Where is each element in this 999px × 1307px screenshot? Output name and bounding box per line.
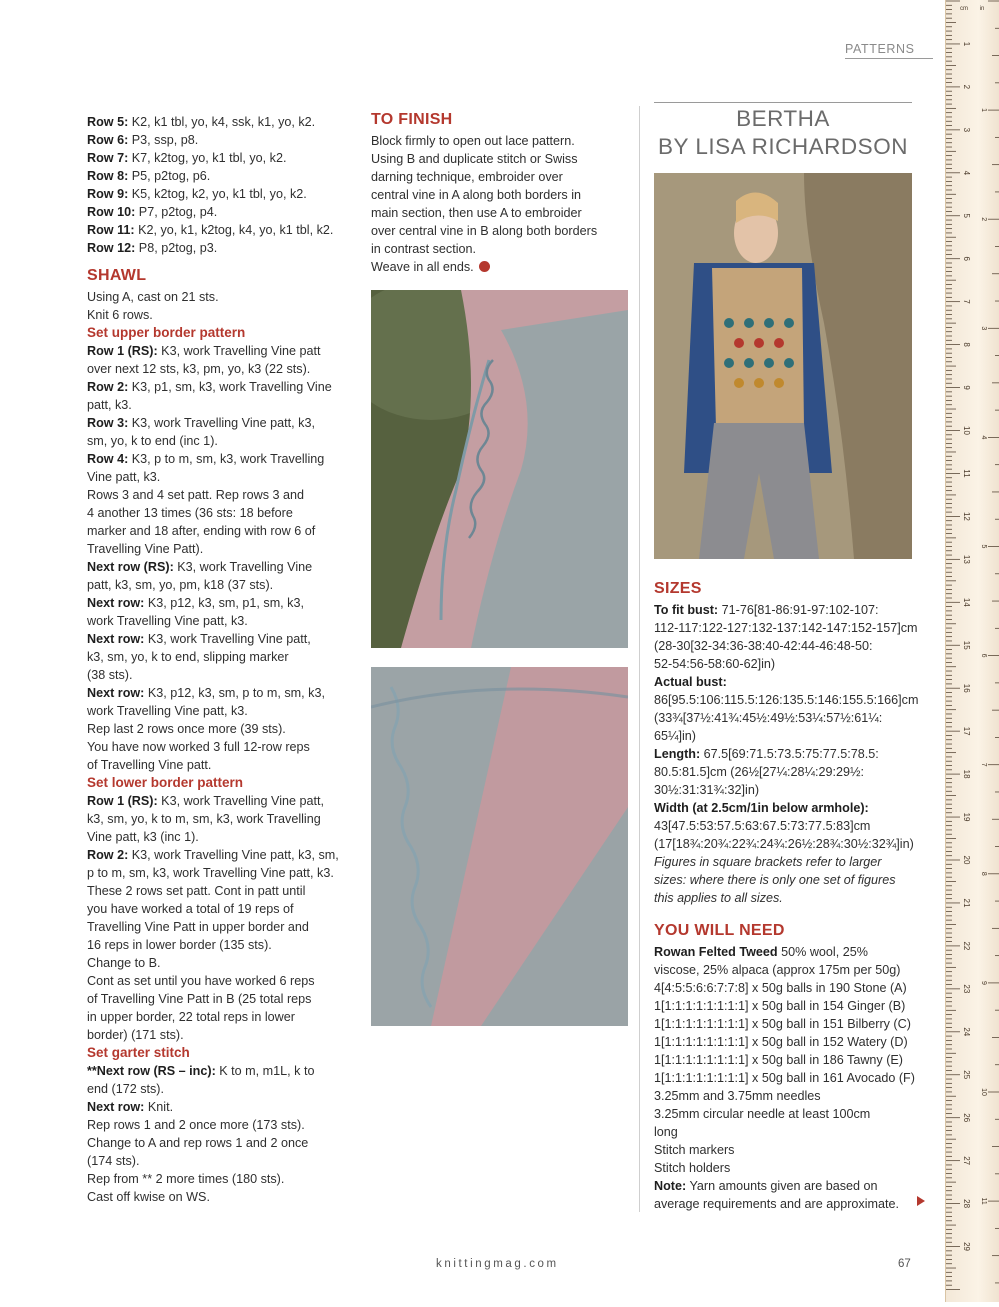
- size-spec: [654, 601, 916, 619]
- upper-border-row: [87, 702, 349, 720]
- size-spec-text: 52-54:56-58:60-62]in): [654, 657, 776, 671]
- upper-border-row-text: k3, sm, yo, k to end, slipping marker: [87, 650, 289, 664]
- lower-border-row: [87, 882, 349, 900]
- size-spec-text: 71-76[81-86:91-97:102-107:: [718, 603, 879, 617]
- upper-border-row: [87, 486, 349, 504]
- upper-border-row-text: K3, p to m, sm, k3, work Travelling: [128, 452, 325, 466]
- upper-border-row: [87, 594, 349, 612]
- size-spec: [654, 655, 916, 673]
- ruler-cm-number: 11: [962, 469, 971, 478]
- upper-border-row-text: over next 12 sts, k3, pm, yo, k3 (22 sts).: [87, 362, 311, 376]
- size-spec: [654, 637, 916, 655]
- size-spec-text: (28-30[32-34:36-38:40-42:44-46:48-50:: [654, 639, 873, 653]
- materials-text: long: [654, 1125, 678, 1139]
- chart-row: [87, 221, 349, 239]
- measuring-ruler: [945, 0, 999, 1302]
- materials-text: 1[1:1:1:1:1:1:1:1] x 50g ball in 152 Watery (D): [654, 1035, 908, 1049]
- lower-border-row-text: of Travelling Vine Patt in B (25 total reps: [87, 992, 312, 1006]
- chart-row-text: P3, ssp, p8.: [128, 133, 199, 147]
- garter-row-text: Change to A and rep rows 1 and 2 once: [87, 1136, 309, 1150]
- size-spec-label: Length:: [654, 747, 701, 761]
- upper-border-row-label: Next row (RS):: [87, 560, 174, 574]
- garter-row: [87, 1134, 349, 1152]
- lower-border-row: [87, 954, 349, 972]
- sizes-note-line: Figures in square brackets refer to larger: [654, 855, 882, 869]
- upper-border-row-text: K3, p1, sm, k3, work Travelling Vine: [128, 380, 332, 394]
- lower-border-row-text: Cont as set until you have worked 6 reps: [87, 974, 315, 988]
- finish-line: [371, 258, 621, 276]
- upper-border-row-text: work Travelling Vine patt, k3.: [87, 614, 248, 628]
- lower-border-heading: Set lower border pattern: [87, 775, 244, 790]
- continue-arrow-icon: [917, 1196, 925, 1206]
- lower-border-row: [87, 990, 349, 1008]
- materials-text: 1[1:1:1:1:1:1:1:1] x 50g ball in 161 Avocado (F): [654, 1071, 915, 1085]
- chart-row-label: Row 5:: [87, 115, 129, 129]
- size-spec-text: (17[18¾:20¾:22¾:24¾:26½:28¾:30½:32¾]in): [654, 837, 914, 851]
- ruler-inch-number: 11: [980, 1197, 987, 1205]
- chart-row: [87, 167, 349, 185]
- upper-border-row-text: You have now worked 3 full 12-row reps: [87, 740, 310, 754]
- materials-text: Stitch markers: [654, 1143, 735, 1157]
- ruler-cm-number: 22: [962, 941, 971, 951]
- upper-border-row-label: Row 4:: [87, 452, 129, 466]
- chart-row-text: P7, p2tog, p4.: [135, 205, 218, 219]
- garter-row-text: end (172 sts).: [87, 1082, 165, 1096]
- garter-row-text: K to m, m1L, k to: [215, 1064, 315, 1078]
- upper-border-row-text: patt, k3.: [87, 398, 132, 412]
- materials-text: 3.25mm and 3.75mm needles: [654, 1089, 821, 1103]
- lower-border-row-text: k3, sm, yo, k to m, sm, k3, work Travelling: [87, 812, 321, 826]
- materials-line: [654, 1159, 916, 1177]
- ruler-cm-number: 1: [962, 41, 971, 47]
- ruler-unit-label: cm: [960, 6, 968, 12]
- size-spec-text: 86[95.5:106:115.5:126:135.5:146:155.5:166]cm: [654, 693, 919, 707]
- size-spec-label: Actual bust:: [654, 675, 727, 689]
- lower-border-row-text: in upper border, 22 total reps in lower: [87, 1010, 295, 1024]
- upper-border-row-text: Rows 3 and 4 set patt. Rep rows 3 and: [87, 488, 305, 502]
- materials-line: [654, 961, 916, 979]
- upper-border-row: [87, 666, 349, 684]
- ruler-cm-number: 29: [962, 1242, 971, 1252]
- garter-row-text: Knit.: [144, 1100, 174, 1114]
- upper-border-row-text: sm, yo, k to end (inc 1).: [87, 434, 218, 448]
- size-spec: [654, 817, 916, 835]
- lower-border-row-text: These 2 rows set patt. Cont in patt until: [87, 884, 306, 898]
- upper-border-row: [87, 414, 349, 432]
- ruler-cm-number: 18: [962, 769, 971, 779]
- chart-row-text: K5, k2tog, k2, yo, k1 tbl, yo, k2.: [128, 187, 307, 201]
- upper-border-row-text: Travelling Vine Patt).: [87, 542, 204, 556]
- size-spec: [654, 673, 916, 691]
- upper-border-row: [87, 468, 349, 486]
- shawl-intro-line: Using A, cast on 21 sts.: [87, 290, 219, 304]
- chart-row: [87, 203, 349, 221]
- materials-text: 3.25mm circular needle at least 100cm: [654, 1107, 871, 1121]
- ruler-inch-number: 6: [980, 653, 987, 658]
- upper-border-row-text: of Travelling Vine patt.: [87, 758, 212, 772]
- garter-heading: Set garter stitch: [87, 1045, 190, 1060]
- upper-border-row: [87, 756, 349, 774]
- lower-border-row: [87, 864, 349, 882]
- chart-row: [87, 113, 349, 131]
- upper-border-row: [87, 576, 349, 594]
- materials-text: 1[1:1:1:1:1:1:1:1] x 50g ball in 154 Ginger (B): [654, 999, 906, 1013]
- upper-border-row: [87, 396, 349, 414]
- upper-border-row: [87, 612, 349, 630]
- to-finish-heading: TO FINISH: [371, 111, 453, 128]
- yarn-ball-icon: [479, 261, 490, 272]
- lower-border-row-text: 16 reps in lower border (135 sts).: [87, 938, 272, 952]
- chart-row-text: K7, k2tog, yo, k1 tbl, yo, k2.: [128, 151, 287, 165]
- ruler-inch-number: 5: [980, 544, 987, 549]
- garter-row-label: **Next row (RS – inc):: [87, 1064, 216, 1078]
- upper-border-row-label: Next row:: [87, 686, 145, 700]
- chart-row: [87, 149, 349, 167]
- upper-border-row: [87, 630, 349, 648]
- upper-border-row: [87, 378, 349, 396]
- model-photo-tank-top: [654, 173, 912, 559]
- lower-border-row: [87, 918, 349, 936]
- chart-row-label: Row 8:: [87, 169, 129, 183]
- upper-border-heading: Set upper border pattern: [87, 325, 246, 340]
- size-spec: [654, 799, 916, 817]
- lower-border-row: [87, 846, 349, 864]
- chart-row-text: K2, yo, k1, k2tog, k4, yo, k1 tbl, k2.: [134, 223, 334, 237]
- shawl-photo-flat: [371, 667, 628, 1026]
- size-spec-text: 67.5[69:71.5:73.5:75:77.5:78.5:: [700, 747, 879, 761]
- materials-line: [654, 1105, 916, 1123]
- lower-border-row: [87, 1008, 349, 1026]
- materials-text: Stitch holders: [654, 1161, 731, 1175]
- chart-row-label: Row 7:: [87, 151, 129, 165]
- lower-border-row-text: border) (171 sts).: [87, 1028, 184, 1042]
- chart-row-text: P5, p2tog, p6.: [128, 169, 211, 183]
- materials-line: [654, 943, 916, 961]
- lower-border-row-label: Row 2:: [87, 848, 129, 862]
- upper-border-row: [87, 342, 349, 360]
- upper-border-row: [87, 504, 349, 522]
- lower-border-row-text: Travelling Vine Patt in upper border and: [87, 920, 309, 934]
- size-spec: [654, 709, 916, 727]
- size-spec-text: (33¾[37½:41¾:45½:49½:53¼:57½:61¼:: [654, 711, 883, 725]
- materials-text: 50% wool, 25%: [777, 945, 868, 959]
- ruler-cm-number: 23: [962, 984, 971, 994]
- upper-border-row: [87, 522, 349, 540]
- garter-row-text: Rep rows 1 and 2 once more (173 sts).: [87, 1118, 305, 1132]
- ruler-inch-number: 4: [980, 435, 987, 440]
- garter-row-text: Cast off kwise on WS.: [87, 1190, 210, 1204]
- ruler-inch-number: 2: [980, 217, 987, 222]
- size-spec-text: 30½:31:31¾:32]in): [654, 783, 760, 797]
- chart-row: [87, 131, 349, 149]
- lower-border-row: [87, 900, 349, 918]
- ruler-cm-number: 20: [962, 855, 971, 865]
- upper-border-row: [87, 738, 349, 756]
- size-spec: [654, 835, 916, 853]
- chart-row-label: Row 10:: [87, 205, 136, 219]
- garter-row: [87, 1152, 349, 1170]
- ruler-cm-number: 13: [962, 554, 971, 564]
- size-spec-label: To fit bust:: [654, 603, 719, 617]
- chart-row-text: P8, p2tog, p3.: [135, 241, 218, 255]
- size-spec-label: Width (at 2.5cm/1in below armhole):: [654, 801, 869, 815]
- lower-border-row-text: Change to B.: [87, 956, 161, 970]
- ruler-cm-number: 14: [962, 597, 971, 607]
- ruler-cm-number: 16: [962, 683, 971, 693]
- ruler-inch-number: 7: [980, 762, 987, 767]
- chart-row-label: Row 12:: [87, 241, 136, 255]
- upper-border-row-text: K3, p12, k3, sm, p to m, sm, k3,: [144, 686, 325, 700]
- garter-row-text: (174 sts).: [87, 1154, 140, 1168]
- lower-border-row-text: Vine patt, k3 (inc 1).: [87, 830, 199, 844]
- ruler-cm-number: 25: [962, 1070, 971, 1080]
- ruler-cm-number: 5: [962, 213, 971, 218]
- materials-line: [654, 1123, 916, 1141]
- lower-border-row: [87, 1026, 349, 1044]
- upper-border-row-text: K3, work Travelling Vine patt: [157, 344, 321, 358]
- shawl-photo-draped: [371, 290, 628, 648]
- upper-border-row: [87, 540, 349, 558]
- size-spec: [654, 691, 919, 709]
- chart-row-label: Row 6:: [87, 133, 129, 147]
- upper-border-row: [87, 558, 349, 576]
- section-tab: PATTERNS: [845, 42, 933, 59]
- lower-border-row: [87, 810, 349, 828]
- chart-row: [87, 239, 349, 257]
- size-spec-text: 43[47.5:53:57.5:63:67.5:73:77.5:83]cm: [654, 819, 871, 833]
- upper-border-row-text: patt, k3, sm, yo, pm, k18 (37 sts).: [87, 578, 274, 592]
- finish-line: main section, then use A to embroider: [371, 206, 582, 220]
- ruler-cm-number: 8: [962, 342, 971, 347]
- upper-border-row: [87, 648, 349, 666]
- lower-border-row-text: K3, work Travelling Vine patt, k3, sm,: [128, 848, 339, 862]
- upper-border-row-text: K3, work Travelling Vine patt, k3,: [128, 416, 315, 430]
- finish-line-text: Weave in all ends.: [371, 260, 474, 274]
- lower-border-row: [87, 936, 349, 954]
- size-spec: [654, 619, 916, 637]
- size-spec-text: 80.5:81.5]cm (26½[27¼:28¼:29:29½:: [654, 765, 865, 779]
- shawl-intro-line: Knit 6 rows.: [87, 308, 153, 322]
- finish-line: Block firmly to open out lace pattern.: [371, 134, 575, 148]
- ruler-cm-number: 10: [962, 426, 971, 435]
- sizes-note-line: sizes: where there is only one set of figures: [654, 873, 896, 887]
- finish-line: central vine in A along both borders in: [371, 188, 582, 202]
- size-spec-text: 112-117:122-127:132-137:142-147:152-157]cm: [654, 621, 918, 635]
- lower-border-row-label: Row 1 (RS):: [87, 794, 158, 808]
- upper-border-row-text: Rep last 2 rows once more (39 sts).: [87, 722, 286, 736]
- materials-text: viscose, 25% alpaca (approx 175m per 50g): [654, 963, 901, 977]
- materials-line: [654, 1141, 916, 1159]
- pattern-title: [654, 102, 912, 161]
- garter-row-text: Rep from ** 2 more times (180 sts).: [87, 1172, 285, 1186]
- ruler-scale: [946, 0, 999, 1302]
- upper-border-row: [87, 720, 349, 738]
- upper-border-row-text: marker and 18 after, ending with row 6 of: [87, 524, 316, 538]
- finish-line: over central vine in B along both borders: [371, 224, 598, 238]
- ruler-cm-number: 27: [962, 1156, 971, 1166]
- upper-border-row: [87, 432, 349, 450]
- column-divider: [639, 106, 640, 1212]
- upper-border-row-label: Row 3:: [87, 416, 129, 430]
- ruler-cm-number: 3: [962, 127, 971, 133]
- finish-line: darning technique, embroider over: [371, 170, 563, 184]
- chart-row: [87, 185, 349, 203]
- garter-row-label: Next row:: [87, 1100, 145, 1114]
- upper-border-row-label: Row 2:: [87, 380, 129, 394]
- ruler-cm-number: 28: [962, 1199, 971, 1209]
- note-text: average requirements and are approximate.: [654, 1197, 900, 1211]
- column-sizes-materials: [654, 579, 919, 1213]
- upper-border-row: [87, 684, 349, 702]
- upper-border-row-text: Vine patt, k3.: [87, 470, 161, 484]
- finish-line: in contrast section.: [371, 242, 476, 256]
- note-text: Yarn amounts given are based on: [686, 1179, 878, 1193]
- ruler-cm-number: 9: [962, 385, 971, 390]
- upper-border-row-label: Next row:: [87, 632, 145, 646]
- ruler-cm-number: 17: [962, 726, 971, 736]
- materials-text: 1[1:1:1:1:1:1:1:1] x 50g ball in 186 Tawny (E): [654, 1053, 904, 1067]
- garter-row: [87, 1116, 349, 1134]
- ruler-cm-number: 26: [962, 1113, 971, 1123]
- lower-border-row-text: p to m, sm, k3, work Travelling Vine patt, k3.: [87, 866, 334, 880]
- size-spec: [654, 745, 916, 763]
- chart-row-label: Row 9:: [87, 187, 129, 201]
- chart-row-text: K2, k1 tbl, yo, k4, ssk, k1, yo, k2.: [128, 115, 316, 129]
- materials-line: [654, 1033, 916, 1051]
- finish-line: Using B and duplicate stitch or Swiss: [371, 152, 578, 166]
- lower-border-row: [87, 792, 349, 810]
- sizes-heading: SIZES: [654, 580, 702, 597]
- column-to-finish: [371, 110, 621, 276]
- upper-border-row-text: K3, p12, k3, sm, p1, sm, k3,: [144, 596, 304, 610]
- materials-line: [654, 1015, 916, 1033]
- ruler-inch-number: 8: [980, 871, 987, 876]
- upper-border-row-text: K3, work Travelling Vine patt,: [144, 632, 311, 646]
- ruler-cm-number: 21: [962, 898, 971, 908]
- chart-row-label: Row 11:: [87, 223, 135, 237]
- materials-line: [654, 1087, 916, 1105]
- lower-border-row-text: you have worked a total of 19 reps of: [87, 902, 294, 916]
- sizes-note-line: this applies to all sizes.: [654, 891, 783, 905]
- upper-border-row-label: Next row:: [87, 596, 145, 610]
- lower-border-row: [87, 972, 349, 990]
- materials-line: [654, 1069, 916, 1087]
- designer-name: BY LISA RICHARDSON: [658, 134, 908, 159]
- footer-url: knittingmag.com: [436, 1258, 559, 1270]
- upper-border-row-text: work Travelling Vine patt, k3.: [87, 704, 248, 718]
- upper-border-row-text: K3, work Travelling Vine: [173, 560, 313, 574]
- garter-row: [87, 1080, 349, 1098]
- ruler-cm-number: 2: [962, 84, 971, 90]
- materials-line: [654, 979, 916, 997]
- materials-line: [654, 1051, 916, 1069]
- note-line: [654, 1195, 916, 1213]
- note-line: [654, 1177, 916, 1195]
- ruler-inch-number: 3: [980, 326, 987, 331]
- you-will-need-heading: YOU WILL NEED: [654, 922, 785, 939]
- ruler-cm-number: 6: [962, 256, 971, 261]
- yarn-brand: Rowan Felted Tweed: [654, 945, 778, 959]
- ruler-cm-number: 12: [962, 511, 971, 521]
- upper-border-row: [87, 360, 349, 378]
- note-label: Note:: [654, 1179, 687, 1193]
- upper-border-row-text: 4 another 13 times (36 sts: 18 before: [87, 506, 293, 520]
- ruler-inch-number: 9: [980, 980, 987, 985]
- column-shawl-instructions: [87, 113, 349, 1206]
- size-spec: [654, 781, 916, 799]
- ruler-unit-label: in: [979, 6, 985, 12]
- ruler-inch-number: 1: [980, 108, 987, 113]
- ruler-inch-number: 10: [980, 1088, 987, 1096]
- size-spec-text: 65¼]in): [654, 729, 697, 743]
- garter-row: [87, 1188, 349, 1206]
- shawl-heading: SHAWL: [87, 267, 147, 284]
- upper-border-row-label: Row 1 (RS):: [87, 344, 158, 358]
- lower-border-row-text: K3, work Travelling Vine patt,: [157, 794, 325, 808]
- upper-border-row-text: (38 sts).: [87, 668, 133, 682]
- materials-line: [654, 997, 916, 1015]
- size-spec: [654, 763, 916, 781]
- garter-row: [87, 1098, 349, 1116]
- garter-row: [87, 1170, 349, 1188]
- upper-border-row: [87, 450, 349, 468]
- lower-border-row: [87, 828, 349, 846]
- ruler-cm-number: 4: [962, 170, 971, 176]
- ruler-cm-number: 19: [962, 812, 971, 822]
- ruler-cm-number: 7: [962, 299, 971, 304]
- ruler-cm-number: 24: [962, 1027, 971, 1037]
- page-number: 67: [898, 1258, 911, 1270]
- materials-text: 1[1:1:1:1:1:1:1:1] x 50g ball in 151 Bilberry (C): [654, 1017, 911, 1031]
- ruler-cm-number: 15: [962, 640, 971, 650]
- garter-row: [87, 1062, 349, 1080]
- pattern-name: BERTHA: [736, 106, 830, 131]
- materials-text: 4[4:5:5:6:6:7:7:8] x 50g balls in 190 Stone (A): [654, 981, 907, 995]
- size-spec: [654, 727, 916, 745]
